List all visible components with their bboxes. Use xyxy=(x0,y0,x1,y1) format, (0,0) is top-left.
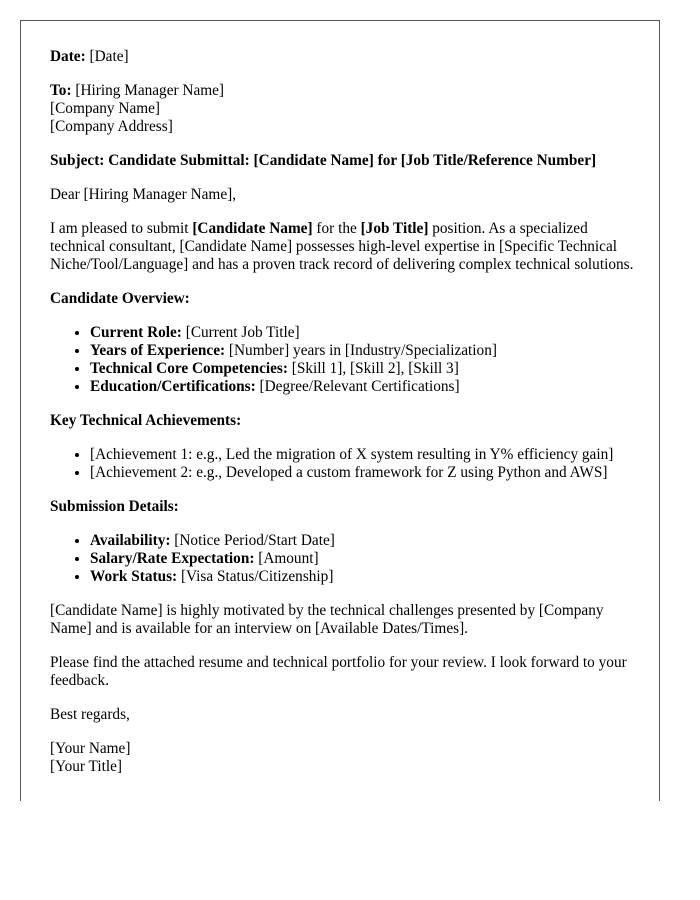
submission-item-value: [Amount] xyxy=(254,550,319,567)
salutation: Dear [Hiring Manager Name], xyxy=(50,186,237,203)
intro-job-title: [Job Title] xyxy=(360,220,429,237)
recipient-name: [Hiring Manager Name] xyxy=(71,82,225,99)
list-item xyxy=(90,550,642,568)
list-item: • [Achievement 1: e.g., Led the migration of X system resulting in Y% efficiency gain] xyxy=(90,446,642,464)
overview-item-label: Current Role: xyxy=(90,324,182,341)
overview-list xyxy=(50,324,642,396)
list-item xyxy=(90,342,642,360)
overview-item-value: [Current Job Title] xyxy=(181,324,300,341)
letter-page xyxy=(20,20,660,801)
closing-line: Best regards, xyxy=(50,706,130,723)
signature-name: [Your Name] xyxy=(50,740,131,757)
intro-paragraph xyxy=(50,220,642,274)
submission-item-label: Availability: xyxy=(90,532,171,549)
submission-item-value: [Notice Period/Start Date] xyxy=(170,532,335,549)
overview-item-value: [Number] years in [Industry/Specialization] xyxy=(225,342,497,359)
intro-text-3: position. As a specialized technical consultant, [Candidate Name] possesses high-level expertise in [Specific Technical Niche/Tool/Language] and has a proven track record of delivering complex technical solutions. xyxy=(50,220,634,273)
overview-heading xyxy=(50,290,642,308)
submission-heading-text: Submission Details: xyxy=(50,498,179,515)
list-item xyxy=(90,324,642,342)
attachment-paragraph: Please find the attached resume and technical portfolio for your review. I look forward to your feedback. xyxy=(50,654,627,689)
subject-text: Subject: Candidate Submittal: [Candidate Name] for [Job Title/Reference Number] xyxy=(50,152,597,169)
overview-item-label: Technical Core Competencies: xyxy=(90,360,288,377)
letter-content xyxy=(50,48,642,792)
overview-item-label: Education/Certifications: xyxy=(90,378,256,395)
motivation-paragraph: [Candidate Name] is highly motivated by the technical challenges presented by [Company Name] and is available for an interview on [Available Dates/Times]. xyxy=(50,602,604,637)
intro-text-1: I am pleased to submit xyxy=(50,220,193,237)
signature-title: [Your Title] xyxy=(50,758,122,775)
recipient-block xyxy=(50,82,642,136)
list-item xyxy=(90,360,642,378)
intro-text-2: for the xyxy=(312,220,361,237)
signature-block xyxy=(50,740,642,776)
recipient-address: [Company Address] xyxy=(50,118,173,135)
overview-item-label: Years of Experience: xyxy=(90,342,226,359)
submission-item-label: Salary/Rate Expectation: xyxy=(90,550,255,567)
list-item xyxy=(90,568,642,586)
overview-item-value: [Degree/Relevant Certifications] xyxy=(255,378,460,395)
to-label: To: xyxy=(50,82,72,99)
date-label: Date: xyxy=(50,48,86,65)
submission-item-label: Work Status: xyxy=(90,568,178,585)
list-item xyxy=(90,378,642,396)
recipient-company: [Company Name] xyxy=(50,100,161,117)
achievements-list xyxy=(50,446,642,482)
list-item: • [Achievement 2: e.g., Developed a custom framework for Z using Python and AWS] xyxy=(90,464,642,482)
recipient-name-line xyxy=(50,82,642,100)
submission-item-value: [Visa Status/Citizenship] xyxy=(177,568,334,585)
subject-line xyxy=(50,152,642,170)
date-value: [Date] xyxy=(85,48,129,65)
overview-heading-text: Candidate Overview: xyxy=(50,290,190,307)
intro-candidate-name: [Candidate Name] xyxy=(192,220,313,237)
list-item xyxy=(90,532,642,550)
date-line xyxy=(50,48,642,66)
achievements-heading-text: Key Technical Achievements: xyxy=(50,412,242,429)
submission-heading xyxy=(50,498,642,516)
achievements-heading xyxy=(50,412,642,430)
overview-item-value: [Skill 1], [Skill 2], [Skill 3] xyxy=(287,360,459,377)
submission-list xyxy=(50,532,642,586)
